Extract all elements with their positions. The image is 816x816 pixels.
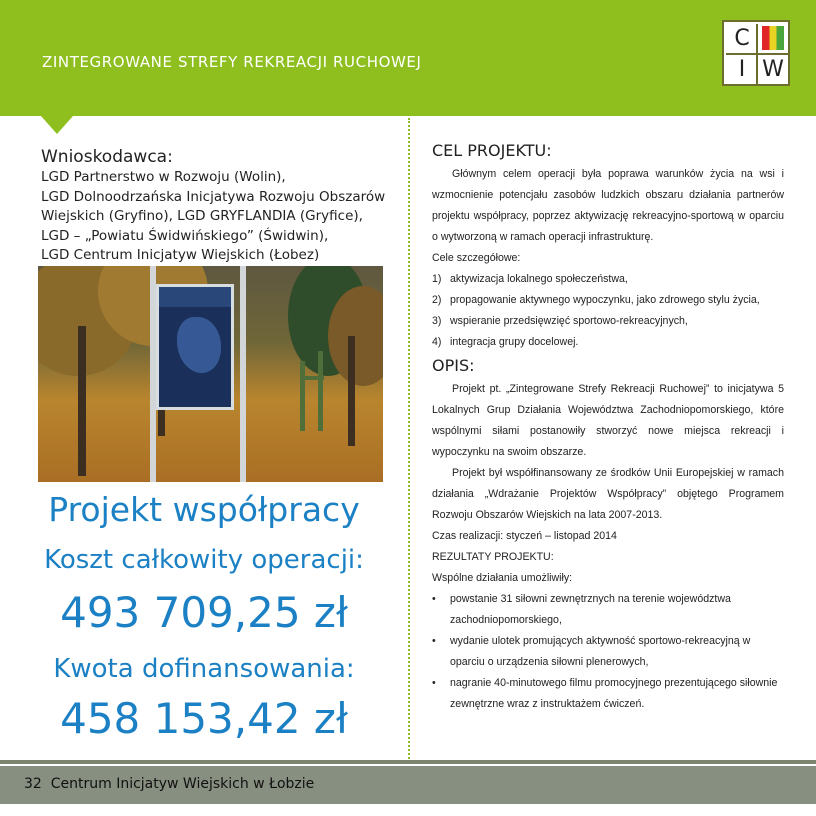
description-paragraph: Projekt był współfinansowany ze środków Unii Europejskiej w ramach działania „Wdrażanie Projektów Współpracy” objętego Programem Rozwoju Obszarów Wiejskich na lata 2007-2013. [432,467,784,521]
goal-heading: CEL PROJEKTU: [432,141,552,160]
photo-trunk [348,336,355,446]
photo-trunk [78,326,86,476]
outdoor-gym-equipment [318,351,323,431]
outdoor-gym-equipment [300,361,305,431]
detail-goals-label: Cele szczegółowe: [432,252,521,264]
list-item [432,673,784,715]
project-type: Projekt współpracy [48,490,360,529]
bullet-icon: • [432,677,436,689]
description-heading: OPIS: [432,356,475,375]
applicant-list [41,168,391,266]
list-item [432,589,784,631]
applicant-line: LGD – „Powiatu Świdwińskiego” (Świdwin), [41,227,329,244]
goal-paragraph: Głównym celem operacji była poprawa warunków życia na wsi i wzmocnienie potencjału zasobów ludzkich obszaru działania partnerów projektu współpracy, poprzez aktywizację rekreacyjno-sportową w oparciu o wytworzoną w ramach operacji infrastrukturę. [432,168,784,243]
outdoor-gym-equipment [300,376,324,380]
funding-label: Kwota dofinansowania: [53,654,355,684]
applicant-title: Wnioskodawca: [41,147,173,167]
info-board [156,284,234,410]
project-details [432,138,784,715]
funding-value: 458 153,42 zł [60,694,348,743]
list-text: propagowanie aktywnego wypoczynku, jako zdrowego stylu życia, [450,294,760,306]
results-intro: Wspólne działania umożliwiły: [432,572,573,584]
flag-icon [762,26,784,50]
list-text: wydanie ulotek promujących aktywność sportowo-rekreacyjną w oparciu o urządzenia siłowni plenerowych, [450,635,751,668]
logo-letter-c: C [734,26,750,51]
column-divider [408,118,410,763]
page-number: 32 [24,776,42,792]
list-number: 1) [432,273,442,285]
total-cost-value: 493 709,25 zł [60,588,348,637]
logo-letter-i: I [738,57,746,82]
applicant-line: LGD Dolnoodrzańska Inicjatywa Rozwoju Obszarów [41,188,386,205]
logo-divider-horizontal [726,53,788,55]
footer-rule [0,760,816,764]
list-item [432,311,784,332]
list-number: 4) [432,336,442,348]
list-text: nagranie 40-minutowego filmu promocyjnego prezentującego siłownie zewnętrzne wraz z instruktażem ćwiczeń. [450,677,778,710]
page-title: ZINTEGROWANE STREFY REKREACJI RUCHOWEJ [42,53,422,71]
list-text: powstanie 31 siłowni zewnętrznych na terenie województwa zachodniopomorskiego, [450,593,731,626]
region-map-graphic [177,317,221,373]
list-number: 3) [432,315,442,327]
list-item [432,290,784,311]
applicant-line: LGD Centrum Inicjatyw Wiejskich (Łobez) [41,247,320,263]
applicant-line: Wiejskich (Gryfino), LGD GRYFLANDIA (Gryfice), [41,208,363,224]
board-post [240,266,246,482]
results-heading: REZULTATY PROJEKTU: [432,551,554,563]
header-banner [0,0,816,116]
realization-time: Czas realizacji: styczeń – listopad 2014 [432,530,617,542]
page-footer [0,766,816,804]
park-photo [38,266,383,482]
list-item [432,269,784,290]
list-text: wspieranie przedsięwzięć sportowo-rekreacyjnych, [450,315,688,327]
footer-margin [0,804,816,816]
total-cost-label: Koszt całkowity operacji: [44,545,364,575]
list-text: integracja grupy docelowej. [450,336,579,348]
bullet-icon: • [432,635,436,647]
footer-caption [24,776,314,792]
applicant-line: LGD Partnerstwo w Rozwoju (Wolin), [41,169,286,185]
footer-publisher: Centrum Inicjatyw Wiejskich w Łobzie [50,776,315,792]
bullet-icon: • [432,593,436,605]
logo-letter-w: W [762,57,784,82]
list-text: aktywizacja lokalnego społeczeństwa, [450,273,628,285]
list-item [432,332,784,353]
ciw-logo [722,20,790,86]
info-board-header [159,287,231,307]
description-paragraph: Projekt pt. „Zintegrowane Strefy Rekreacji Ruchowej” to inicjatywa 5 Lokalnych Grup Działania Województwa Zachodniopomorskiego, które wspólnymi siłami postanowiły stworzyć nowe miejsca rekreacji i wypoczynku na swoim obszarze. [432,383,784,458]
list-item [432,631,784,673]
pointer-triangle-icon [41,116,73,134]
list-number: 2) [432,294,442,306]
